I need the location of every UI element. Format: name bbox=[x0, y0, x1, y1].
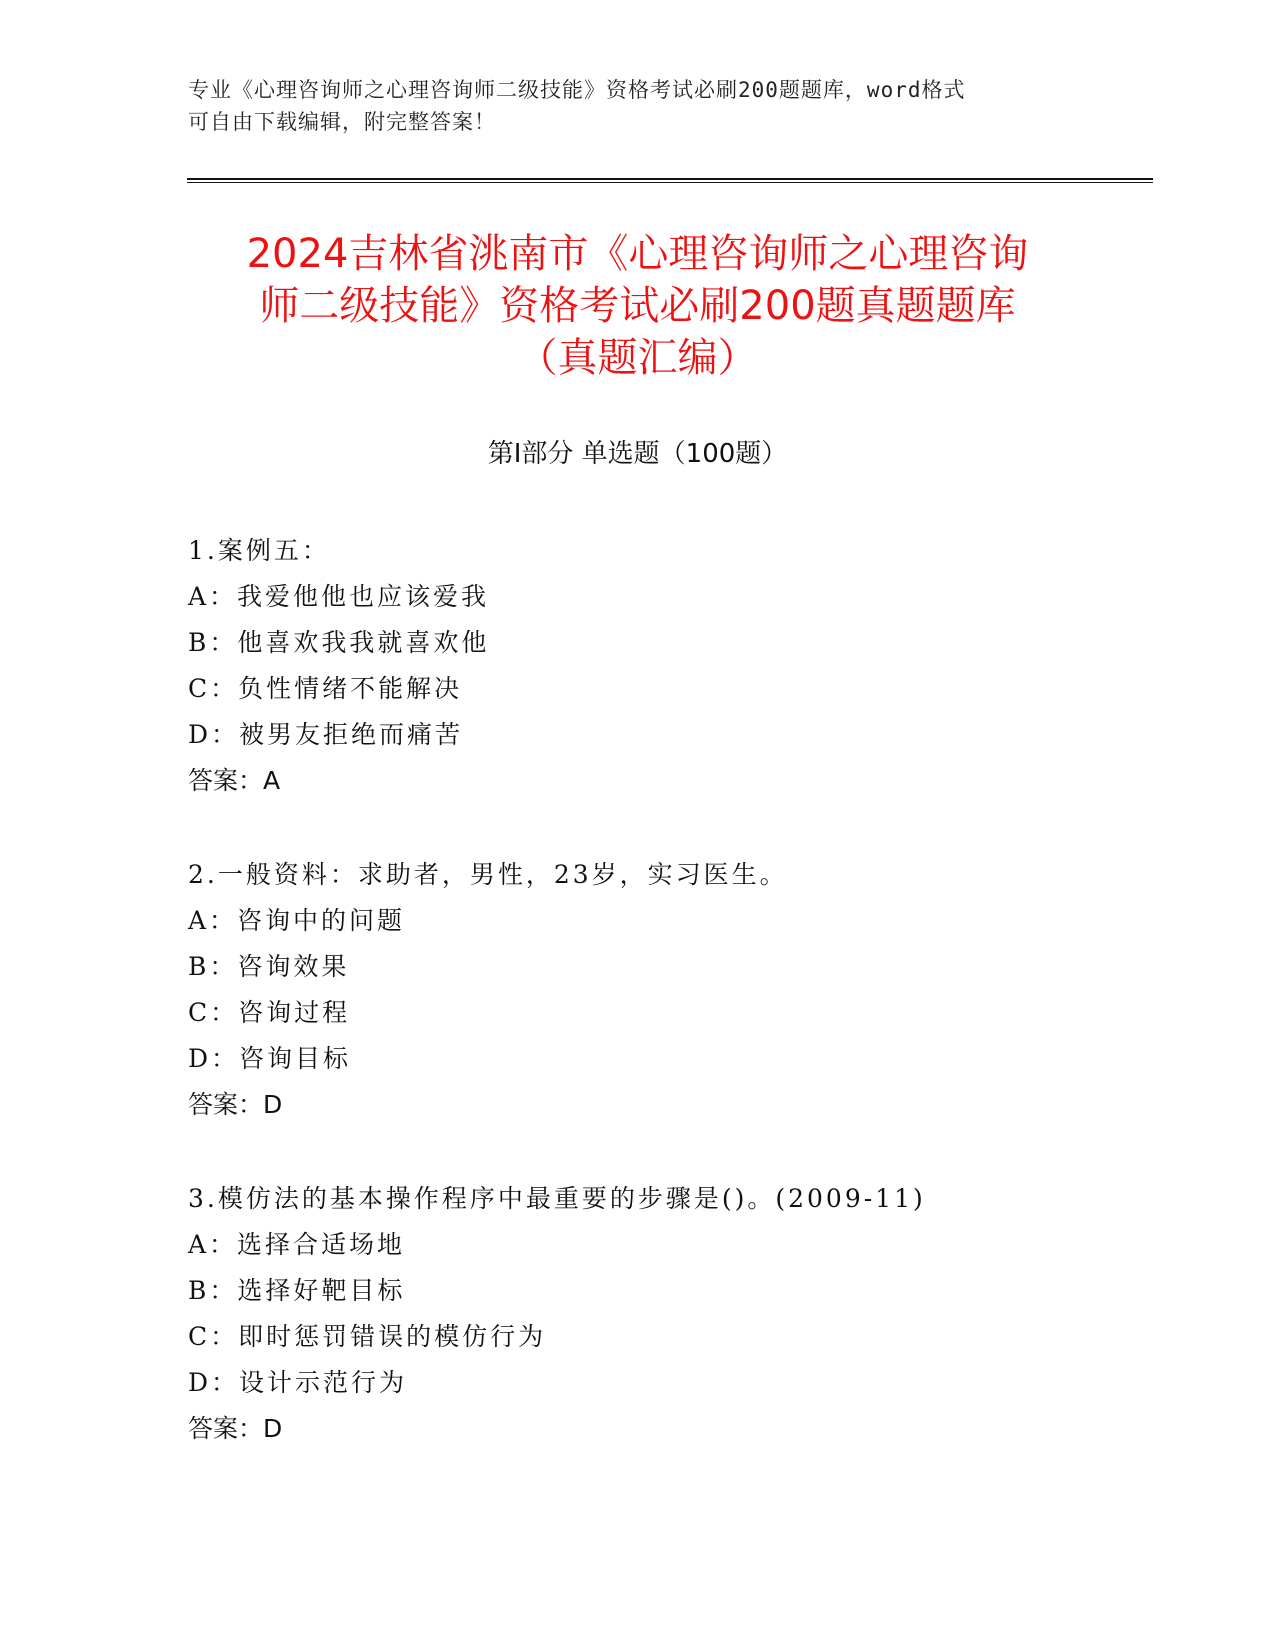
option-c: C：即时惩罚错误的模仿行为 bbox=[188, 1322, 547, 1351]
option-b: B：咨询效果 bbox=[188, 952, 350, 981]
option-a: A：我爱他他也应该爱我 bbox=[188, 582, 490, 611]
option-d: D：咨询目标 bbox=[188, 1044, 352, 1073]
question-stem: 1.案例五： bbox=[188, 536, 330, 565]
title-line: 2024吉林省洮南市《心理咨询师之心理咨询 bbox=[246, 231, 1029, 277]
answer-line: 答案：A bbox=[188, 766, 281, 795]
option-b: B：他喜欢我我就喜欢他 bbox=[188, 628, 490, 657]
option-d: D：设计示范行为 bbox=[188, 1368, 408, 1397]
option-a: A：选择合适场地 bbox=[188, 1230, 406, 1259]
question-item bbox=[188, 1176, 1148, 1452]
section-heading: 第Ⅰ部分 单选题（100题） bbox=[487, 439, 788, 469]
question-item bbox=[188, 852, 1148, 1128]
header-note bbox=[188, 74, 1088, 138]
header-note-line: 可自由下载编辑，附完整答案！ bbox=[188, 110, 496, 134]
question-item bbox=[188, 528, 1148, 804]
option-c: C：咨询过程 bbox=[188, 998, 351, 1027]
question-stem: 3.模仿法的基本操作程序中最重要的步骤是()。(2009-11) bbox=[188, 1184, 926, 1213]
document-title bbox=[170, 228, 1105, 384]
option-a: A：咨询中的问题 bbox=[188, 906, 406, 935]
title-line: 师二级技能》资格考试必刷200题真题题库 bbox=[259, 283, 1016, 329]
option-c: C：负性情绪不能解决 bbox=[188, 674, 463, 703]
option-d: D：被男友拒绝而痛苦 bbox=[188, 720, 464, 749]
answer-line: 答案：D bbox=[188, 1414, 283, 1443]
title-line: （真题汇编） bbox=[517, 335, 758, 381]
header-divider bbox=[187, 178, 1153, 183]
header-note-line: 专业《心理咨询师之心理咨询师二级技能》资格考试必刷200题题库，word格式 bbox=[188, 78, 966, 102]
question-list bbox=[188, 528, 1148, 1500]
answer-line: 答案：D bbox=[188, 1090, 283, 1119]
question-stem: 2.一般资料：求助者，男性，23岁，实习医生。 bbox=[188, 860, 788, 889]
option-b: B：选择好靶目标 bbox=[188, 1276, 406, 1305]
